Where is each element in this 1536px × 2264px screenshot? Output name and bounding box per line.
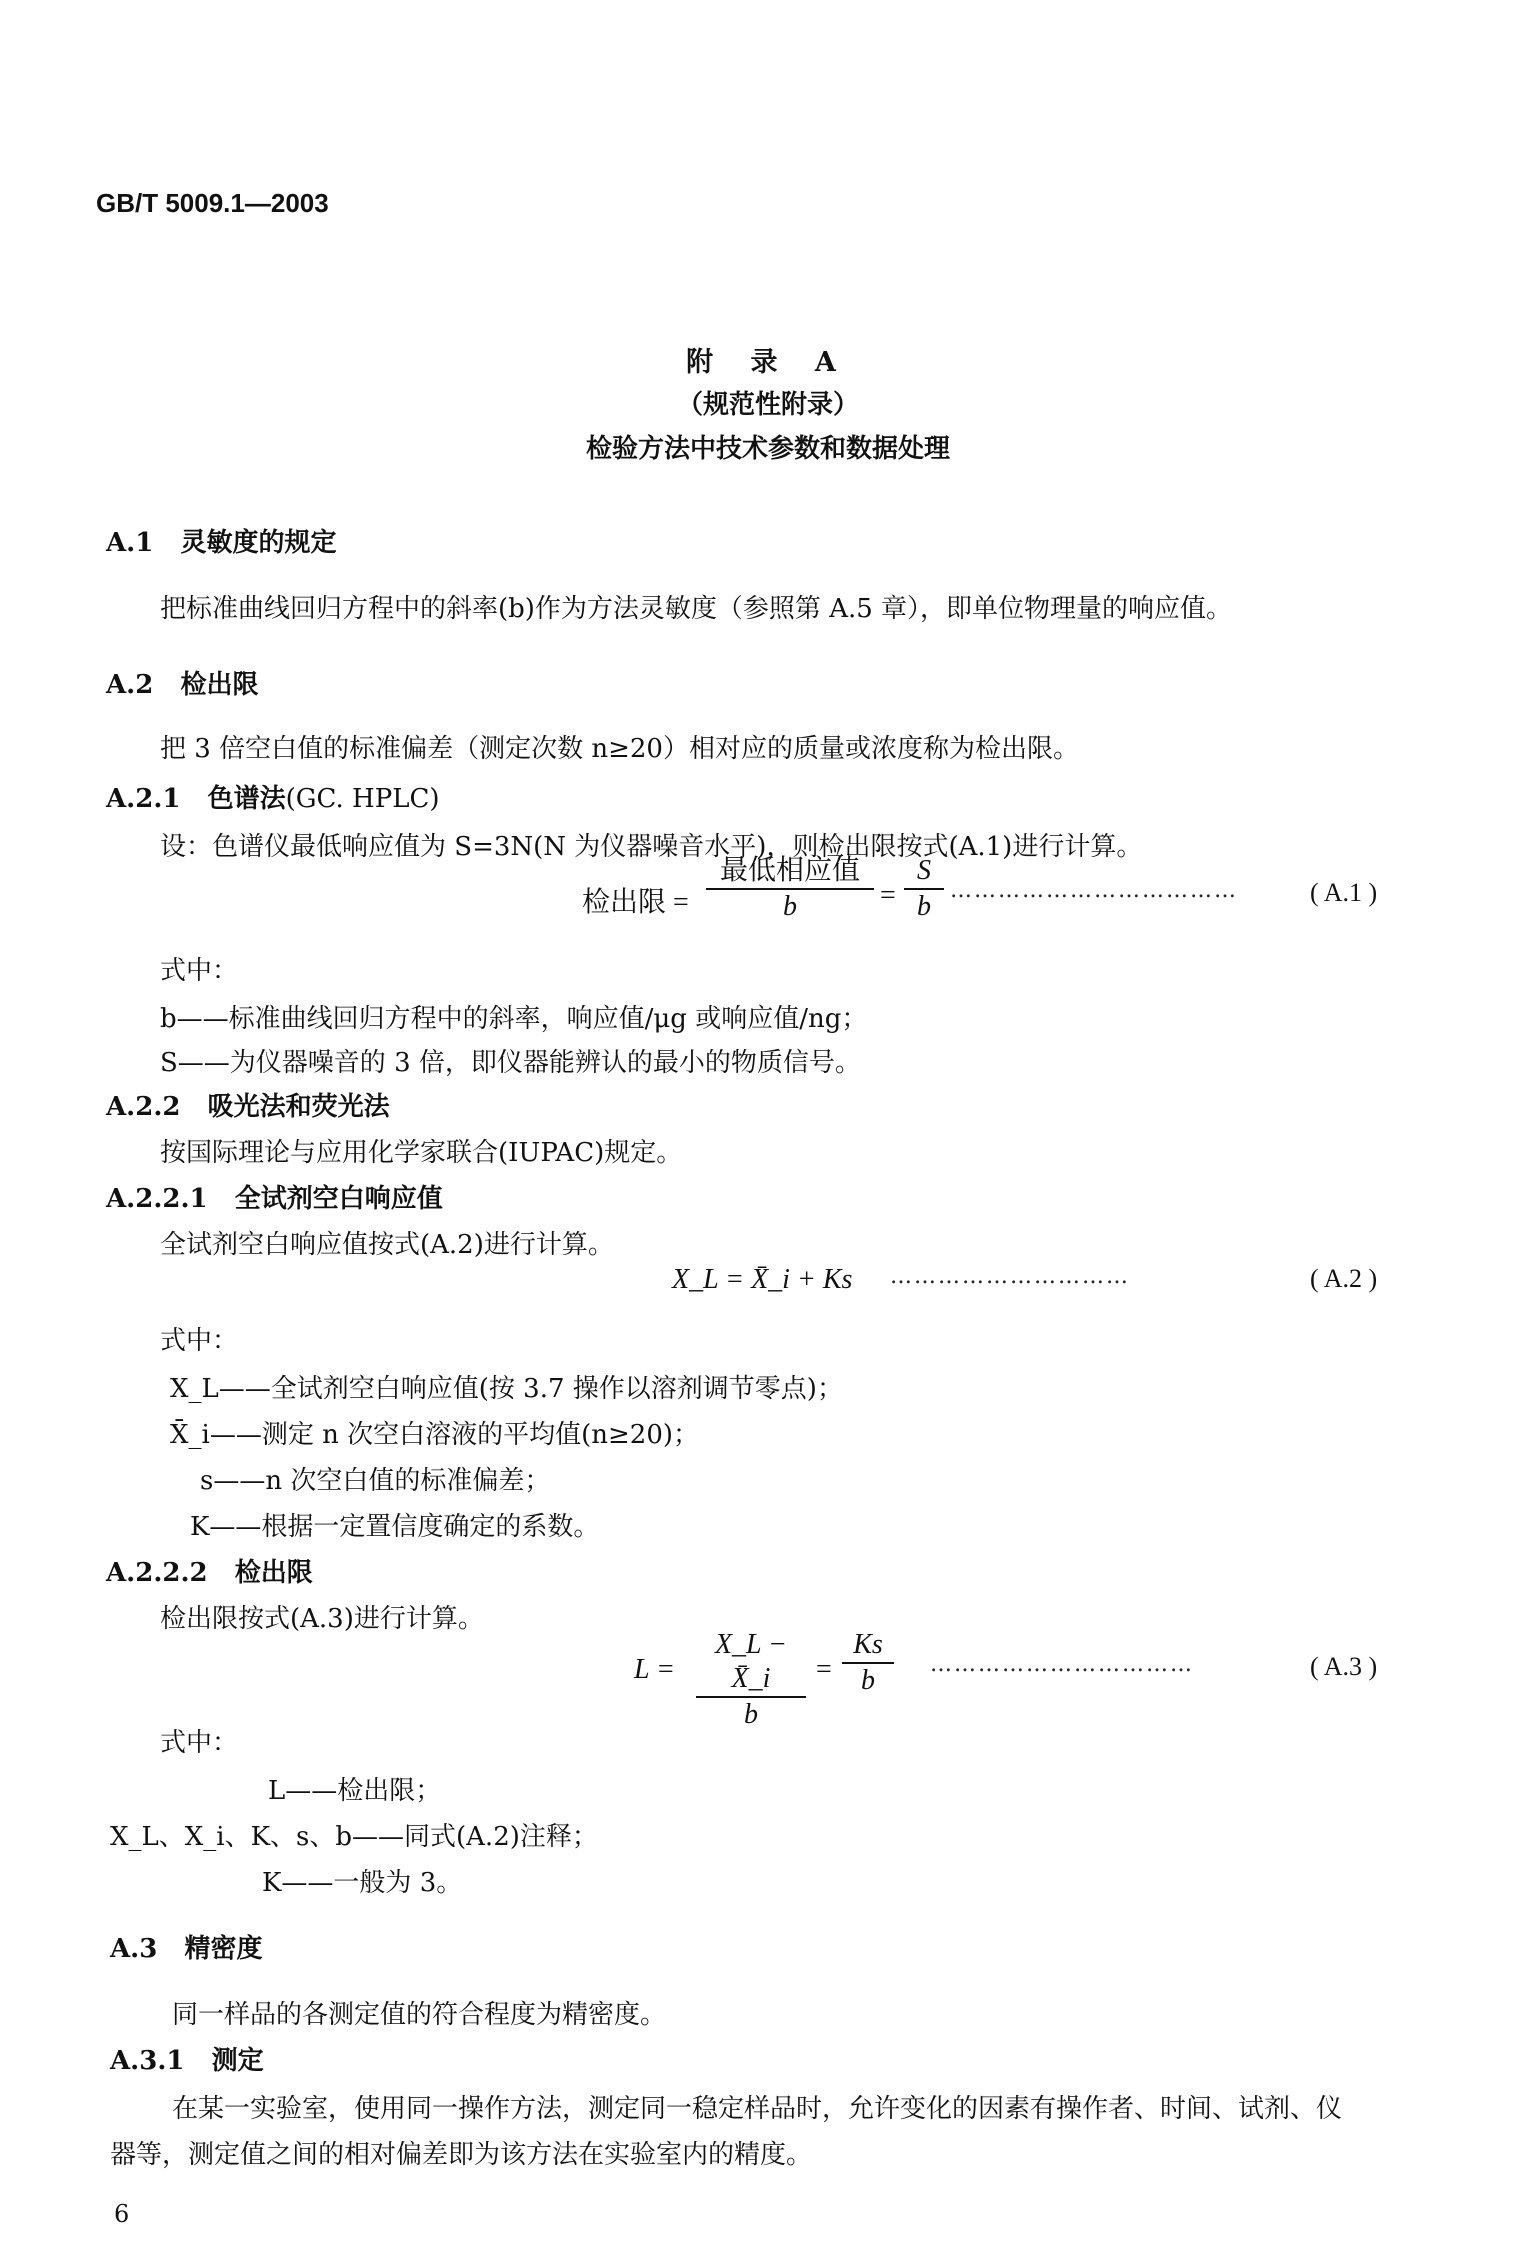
section-a1-text: 把标准曲线回归方程中的斜率(b)作为方法灵敏度（参照第 A.5 章），即单位物理量的响应值。 <box>160 594 1233 624</box>
section-title: 检出限 <box>234 1558 313 1588</box>
section-number: A.2.2.2 <box>106 1558 208 1588</box>
where-item: b——标准曲线回归方程中的斜率，响应值/μg 或响应值/ng； <box>160 1004 868 1034</box>
section-a1-heading <box>106 522 337 559</box>
section-title: 吸光法和荧光法 <box>207 1092 390 1122</box>
where-item: X̄_i——测定 n 次空白溶液的平均值(n≥20)； <box>170 1420 700 1450</box>
equation-leader-dots: …………………………… <box>930 1652 1194 1677</box>
section-a31-text-line1: 在某一实验室，使用同一操作方法，测定同一稳定样品时，允许变化的因素有操作者、时间、试剂、仪 <box>172 2094 1343 2124</box>
section-number: A.1 <box>106 528 154 558</box>
equation-a3-equals: = <box>816 1654 832 1685</box>
section-a2-heading <box>106 664 259 701</box>
fraction-denominator: b <box>917 891 931 922</box>
section-title: 色谱法 <box>207 784 286 814</box>
equation-a1-left: 检出限 = <box>582 887 689 918</box>
section-title: 检出限 <box>180 670 259 700</box>
where-item: S——为仪器噪音的 3 倍，即仪器能辨认的最小的物质信号。 <box>160 1048 861 1078</box>
section-title: 灵敏度的规定 <box>180 528 337 558</box>
fraction-numerator: 最低相应值 <box>706 854 874 890</box>
equation-a1-fraction-2 <box>904 854 944 924</box>
where-item: L——检出限； <box>268 1776 442 1806</box>
section-number: A.2.2 <box>106 1092 181 1122</box>
where-item: K——根据一定置信度确定的系数。 <box>190 1512 600 1542</box>
equation-number: ( A.2 ) <box>1310 1264 1378 1293</box>
fraction-denominator: b <box>744 1699 758 1730</box>
section-a3-text: 同一样品的各测定值的符合程度为精密度。 <box>172 2000 667 2030</box>
section-a31-heading <box>110 2040 264 2077</box>
where-label: 式中： <box>160 1326 239 1356</box>
section-a222-text: 检出限按式(A.3)进行计算。 <box>160 1604 484 1634</box>
section-title: 测定 <box>211 2046 264 2076</box>
section-a22-heading <box>106 1086 390 1123</box>
where-label: 式中： <box>160 1728 239 1758</box>
section-a22-text: 按国际理论与应用化学家联合(IUPAC)规定。 <box>160 1138 683 1168</box>
section-title: 全试剂空白响应值 <box>234 1184 443 1214</box>
section-title: 精密度 <box>184 1934 263 1964</box>
equation-leader-dots: ……………………………… <box>950 878 1238 903</box>
section-a221-text: 全试剂空白响应值按式(A.2)进行计算。 <box>160 1230 614 1260</box>
section-a21-heading <box>106 778 440 815</box>
fraction-numerator: X_L − X̄_i <box>696 1628 806 1698</box>
where-item: X_L——全试剂空白响应值(按 3.7 操作以溶剂调节零点)； <box>170 1374 843 1404</box>
appendix-title: 附 录 A <box>686 347 850 378</box>
fraction-denominator: b <box>861 1665 875 1696</box>
section-title-suffix: (GC. HPLC) <box>285 784 440 814</box>
section-number: A.3 <box>110 1934 158 1964</box>
standard-number: GB/T 5009.1—2003 <box>96 188 329 218</box>
where-label: 式中： <box>160 956 239 986</box>
fraction-numerator: Ks <box>842 1628 894 1664</box>
page-number: 6 <box>114 2200 130 2228</box>
equation-a3-left: L = <box>634 1654 675 1685</box>
section-number: A.2 <box>106 670 154 700</box>
appendix-type: （规范性附录） <box>676 390 859 420</box>
where-item: K——一般为 3。 <box>262 1868 463 1898</box>
equation-number: ( A.3 ) <box>1310 1652 1378 1681</box>
equation-leader-dots: ………………………… <box>890 1264 1130 1289</box>
where-item: X_L、X_i、K、s、b——同式(A.2)注释； <box>110 1822 598 1852</box>
fraction-numerator: S <box>904 854 944 890</box>
section-number: A.3.1 <box>110 2046 185 2076</box>
section-a221-heading <box>106 1178 443 1215</box>
equation-a2: X_L = X̄_i + Ks <box>672 1264 853 1295</box>
appendix-subtitle: 检验方法中技术参数和数据处理 <box>585 434 950 464</box>
section-a21-text: 设：色谱仪最低响应值为 S=3N(N 为仪器噪音水平)，则检出限按式(A.1)进行计算。 <box>160 832 1143 862</box>
fraction-denominator: b <box>783 891 797 922</box>
section-a3-heading <box>110 1928 263 1965</box>
equation-a1-equals: = <box>880 880 896 911</box>
section-number: A.2.2.1 <box>106 1184 208 1214</box>
section-number: A.2.1 <box>106 784 181 814</box>
section-a31-text-line2: 器等，测定值之间的相对偏差即为该方法在实验室内的精度。 <box>110 2140 813 2170</box>
section-a222-heading <box>106 1552 313 1589</box>
where-item: s——n 次空白值的标准偏差； <box>200 1466 551 1496</box>
equation-a1-fraction-1 <box>706 854 874 924</box>
equation-a3-fraction-2 <box>842 1628 894 1698</box>
equation-a3-fraction-1 <box>696 1628 806 1732</box>
section-a2-text: 把 3 倍空白值的标准偏差（测定次数 n≥20）相对应的质量或浓度称为检出限。 <box>160 734 1079 764</box>
equation-number: ( A.1 ) <box>1310 878 1378 907</box>
